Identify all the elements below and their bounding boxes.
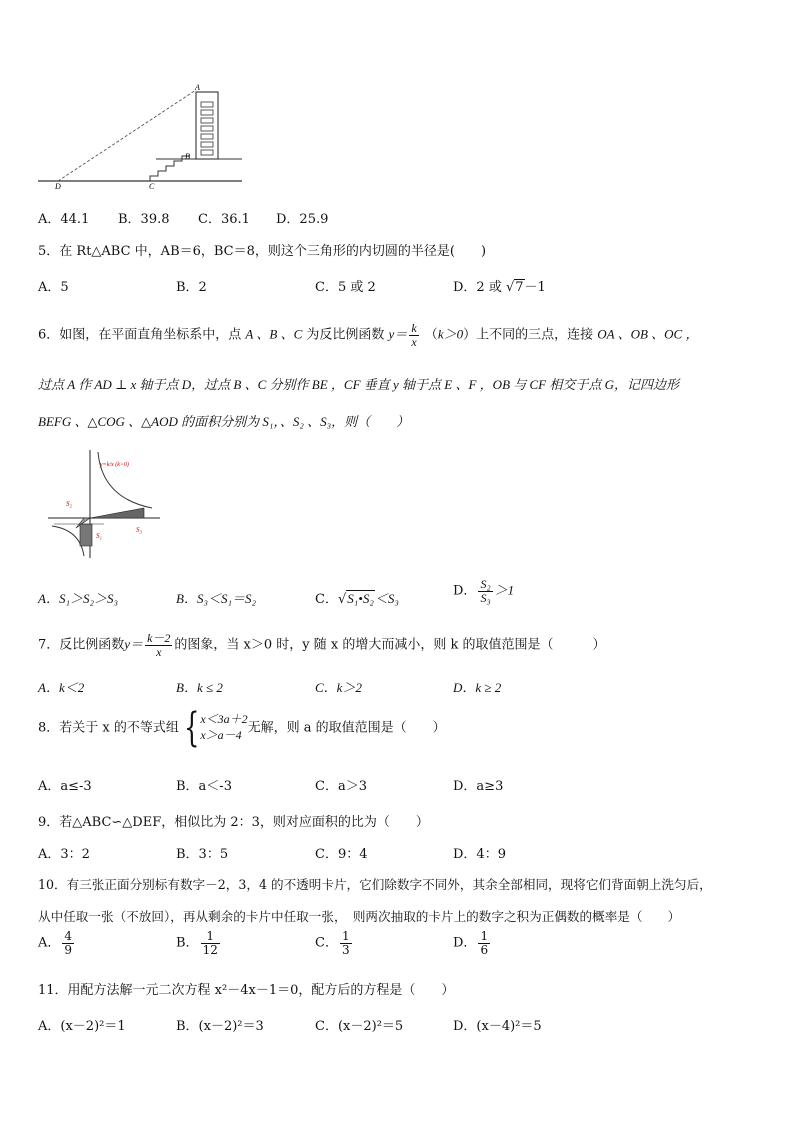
q6-graph-s2: S₂ [66,500,72,508]
label-C: C [149,182,155,191]
q10-option-b[interactable]: B． $\frac{1}{12}$ [176,929,218,957]
q11-option-a[interactable]: A．(x－2)²＝1 [38,1019,126,1034]
q7-option-d[interactable]: D．k ≥ 2 [453,680,502,695]
q6-option-c[interactable]: C．√S₁•S₂＜S₃ [315,591,399,607]
q7-option-a[interactable]: A．k＜2 [38,680,85,695]
q6-option-b[interactable]: B．S₃＜S₁＝S₂ [176,591,256,606]
q8-stem: 8．若关于 x 的不等式组 { x＜3a＋2 x＞a－4 无解，则 a 的取值范围是（ ） [38,705,446,751]
q9-option-a[interactable]: A．3：2 [38,847,90,862]
label-B: B [185,152,190,161]
q11-option-b[interactable]: B．(x－2)²＝3 [176,1019,264,1034]
q4-option-d[interactable]: D．25.9 [276,212,329,227]
q6-graph-legend: y=k/x (k>0) [100,462,129,468]
q4-option-a[interactable]: A．44.1 [38,212,90,227]
q5-option-d[interactable]: D．2 或 √7－1 [453,280,546,295]
q6-graph-s1: S₁ [96,532,102,540]
q9-option-b[interactable]: B．3：5 [176,847,229,862]
q5-option-c[interactable]: C．5 或 2 [315,280,376,295]
q6-hyperbola-graph [44,448,164,560]
q8-option-a[interactable]: A．a≤-3 [38,779,92,794]
q5-option-a[interactable]: A．5 [38,280,69,295]
q9-stem: 9．若△ABC∽△DEF，相似比为 2：3，则对应面积的比为（ ） [38,815,429,830]
q7-stem: 7．反比例函数y＝ $\frac{k-2}{x}$ 的图象，当 x＞0 时，y 随 x 的增大而减小，则 k 的取值范围是（ ） [38,631,606,659]
q6-line1: 6．如图，在平面直角坐标系中，点 A 、B 、C 为反比例函数 y＝ $\frac{k}{x}$ （k＞0）上不同的三点，连接 OA 、OB 、OC ， [38,321,699,349]
q9-option-c[interactable]: C．9：4 [315,847,368,862]
q10-option-c[interactable]: C． $\frac{1}{3}$ [315,929,350,957]
q10-line2: 从中任取一张（不放回），再从剩余的卡片中任取一张， 则两次抽取的卡片上的数字之积为正偶数的概率是（ ） [38,909,681,924]
q9-option-d[interactable]: D．4：9 [453,847,506,862]
q8-option-d[interactable]: D．a≥3 [453,779,504,794]
q10-option-a[interactable]: A． $\frac{4}{9}$ [38,929,73,957]
q5-stem: 5．在 Rt△ABC 中，AB＝6，BC＝8，则这个三角形的内切圆的半径是( ) [38,244,487,259]
q11-option-d[interactable]: D．(x－4)²＝5 [453,1019,542,1034]
q4-option-b[interactable]: B．39.8 [118,212,170,227]
q5-option-b[interactable]: B．2 [176,280,207,295]
q10-option-d[interactable]: D． $\frac{1}{6}$ [453,929,489,957]
q7-option-b[interactable]: B．k ≤ 2 [176,680,223,695]
q8-option-b[interactable]: B．a＜-3 [176,779,232,794]
q4-option-c[interactable]: C．36.1 [198,212,250,227]
label-D: D [55,182,61,191]
q6-option-d[interactable]: D． $\frac{\text{S₂}}{\text{S₃}}$ ＞1 [453,577,515,605]
q8-option-c[interactable]: C．a＞3 [315,779,367,794]
label-A: A [195,83,200,92]
q10-line1: 10．有三张正面分别标有数字－2，3，4 的不透明卡片，它们除数字不同外，其余全部相同，现将它们背面朝上洗匀后， [38,877,712,892]
q6-line2: 过点 A 作 AD ⊥ x 轴于点 D，过点 B 、C 分别作 BE ，CF 垂直 y 轴于点 E 、F ，OB 与 CF 相交于点 G，记四边形 [38,377,680,392]
q6-graph-s3: S₃ [136,526,142,534]
q6-option-a[interactable]: A．S₁＞S₂＞S₃ [38,591,118,606]
building-staircase-figure [38,82,242,192]
q11-option-c[interactable]: C．(x－2)²＝5 [315,1019,404,1034]
q7-option-c[interactable]: C．k＞2 [315,680,362,695]
q6-line3: BEFG 、△COG 、△AOD 的面积分别为 S₁，、S₂ 、S₃，则（ ） [38,414,410,429]
q11-stem: 11．用配方法解一元二次方程 x²－4x－1＝0，配方后的方程是（ ） [38,983,455,998]
